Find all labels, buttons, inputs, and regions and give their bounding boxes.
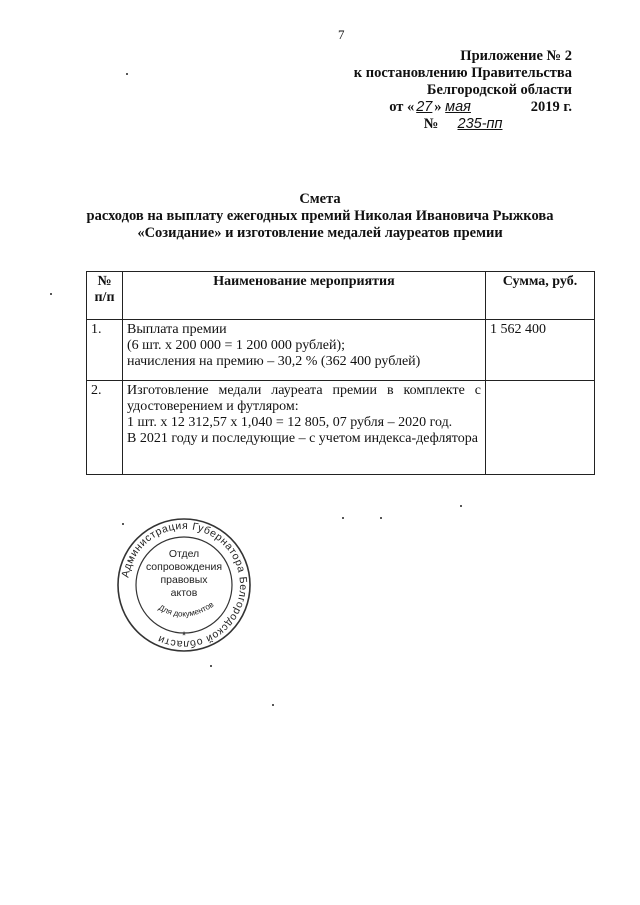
department-stamp [116, 517, 252, 653]
row-description: Изготовление медали лауреата премии в комплекте с удостоверением и футляром: 1 шт. х 12 312,57 х 1,040 = 12 805, 07 рубля – 2020 год. В 2021 году и последующие – с учетом индекса-дефлятора [123, 381, 486, 475]
table-header [87, 272, 595, 320]
stamp-bottom-text: Для документов [156, 599, 216, 619]
appendix-resolution: к постановлению Правительства [353, 65, 572, 81]
row-sum: 1 562 400 [486, 320, 595, 381]
scan-speck [126, 73, 128, 75]
title-line-2: расходов на выплату ежегодных премий Николая Ивановича Рыжкова [86, 208, 554, 224]
appendix-header [272, 48, 572, 133]
table-row [87, 320, 595, 381]
appendix-date: от « 27 » мая 2019 г. [389, 99, 572, 115]
title-line-1: Смета [299, 191, 341, 207]
appendix-title: Приложение № 2 [460, 48, 572, 64]
scan-speck [210, 665, 212, 667]
stamp-star: * [181, 630, 187, 642]
scan-speck [122, 523, 124, 525]
date-year: 2019 г. [530, 99, 572, 115]
table-row [87, 381, 595, 475]
scan-speck [50, 293, 52, 295]
page-number: 7 [338, 27, 345, 42]
header-num: № п/п [87, 272, 123, 320]
appendix-region: Белгородской области [426, 82, 572, 98]
date-day: 27 [416, 99, 433, 115]
scan-speck [272, 704, 274, 706]
stamp-inner-line-4: актов [170, 587, 198, 599]
estimate-table [86, 271, 595, 475]
stamp-inner-line-1: Отдел [168, 548, 200, 560]
row-description: Выплата премии (6 шт. х 200 000 = 1 200 000 рублей); начисления на премию – 30,2 % (362 400 рублей) [123, 320, 486, 381]
row-num: 1. [87, 320, 123, 381]
stamp-ring-text: Администрация Губернатора Белгородской области [119, 519, 250, 651]
scan-speck [460, 505, 462, 507]
header-name: Наименование мероприятия [123, 272, 486, 320]
row-num: 2. [87, 381, 123, 475]
header-sum: Сумма, руб. [486, 272, 595, 320]
scan-speck [342, 517, 344, 519]
date-month: мая [445, 99, 471, 115]
stamp-inner-line-2: сопровождения [145, 561, 223, 573]
stamp-inner-line-3: правовых [160, 574, 208, 586]
document-title [0, 191, 640, 242]
title-line-3: «Созидание» и изготовление медалей лауреатов премии [137, 225, 503, 241]
number-value: 235-пп [457, 116, 503, 132]
scan-speck [380, 517, 382, 519]
row-sum [486, 381, 595, 475]
appendix-number: № 235-пп [272, 116, 572, 133]
